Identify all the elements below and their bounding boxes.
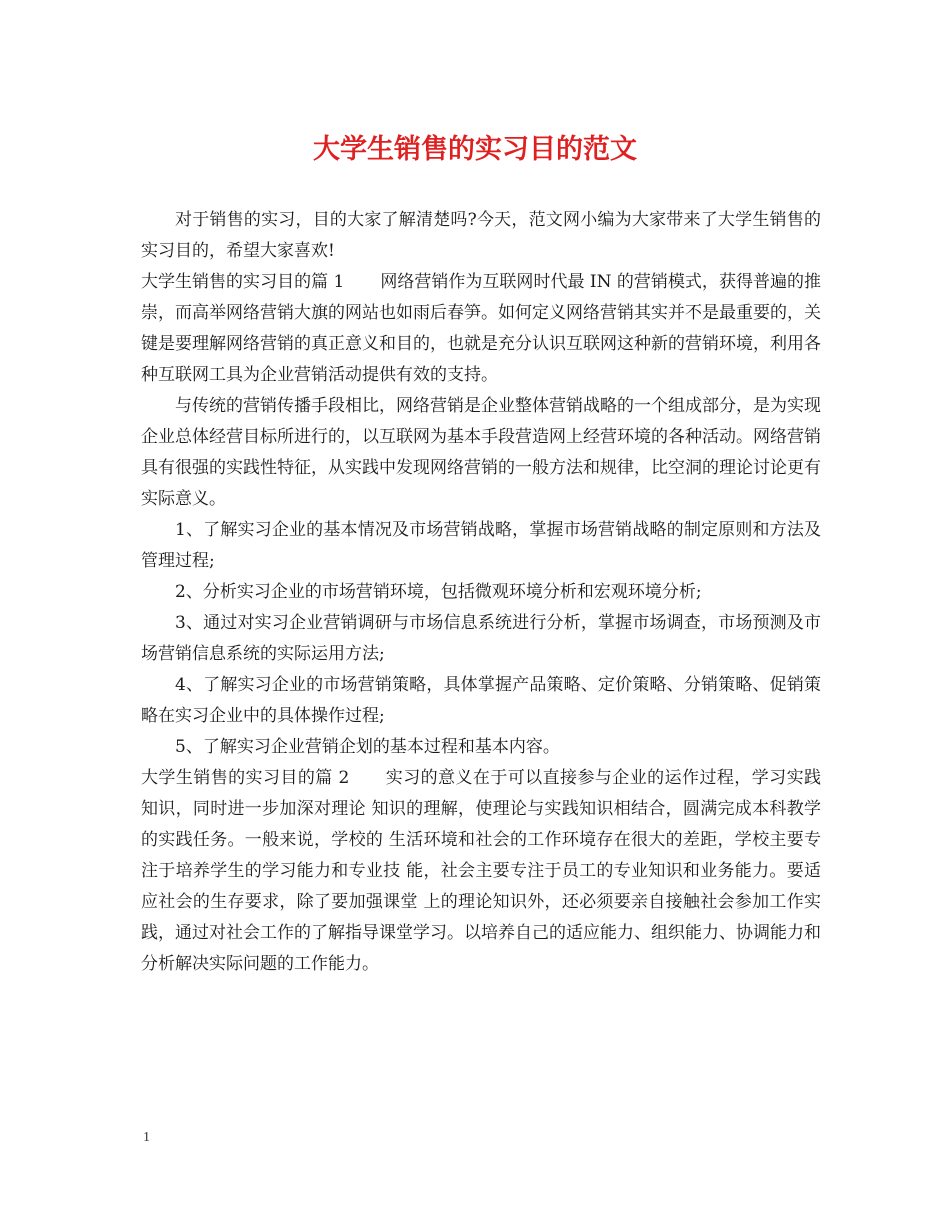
list-item-5: 5、了解实习企业营销企划的基本过程和基本内容。 bbox=[175, 737, 560, 757]
list-item-3: 3、通过对实习企业营销调研与市场信息系统进行分析，掌握市场调查，市场预测及市场营销信息系统的实际运用方法; bbox=[141, 613, 821, 664]
section-1-paragraph bbox=[141, 267, 821, 391]
list-item-4: 4、了解实习企业的市场营销策略，具体掌握产品策略、定价策略、分销策略、促销策略在实习企业中的具体操作过程; bbox=[141, 675, 821, 726]
section-2-paragraph bbox=[141, 763, 821, 980]
section-2-heading: 大学生销售的实习目的篇 2 bbox=[141, 768, 350, 788]
section-1-paragraph-2: 与传统的营销传播手段相比，网络营销是企业整体营销战略的一个组成部分，是为实现企业总体经营目标所进行的，以互联网为基本手段营造网上经营环境的各种活动。网络营销具有很强的实践性特征，从实践中发现网络营销的一般方法和规律，比空洞的理论讨论更有实际意义。 bbox=[141, 396, 821, 509]
page-title: 大学生销售的实习目的范文 bbox=[313, 134, 637, 165]
list-item-2: 2、分析实习企业的市场营销环境，包括微观环境分析和宏观环境分析; bbox=[175, 582, 702, 602]
intro-paragraph: 对于销售的实习，目的大家了解清楚吗?今天，范文网小编为大家带来了大学生销售的实习目的，希望大家喜欢! bbox=[141, 210, 821, 261]
section-2-text: 实习的意义在于可以直接参与企业的运作过程，学习实践知识，同时进一步加深对理论 知识的理解，使理论与实践知识相结合，圆满完成本科教学的实践任务。一般来说，学校的 生活环境和社会的工作环境存在很大的差距，学校主要专注于培养学生的学习能力和专业技 能，社会主要专注于员工的专业知识和业务能力。要适应社会的生存要求，除了要加强课堂 上的理论知识外，还必须要亲自接触社会参加工作实践，通过对社会工作的了解指导课堂学习。以培养自己的适应能力、组织能力、协调能力和分析解决实际问题的工作能力。 bbox=[141, 768, 821, 974]
section-1-text: 网络营销作为互联网时代最 IN 的营销模式，获得普遍的推崇，而高举网络营销大旗的网站也如雨后春笋。如何定义网络营销其实并不是最重要的，关键是要理解网络营销的真正意义和目的，也就是充分认识互联网这种新的营销环境，利用各种互联网工具为企业营销活动提供有效的支持。 bbox=[141, 272, 821, 385]
list-item-1: 1、了解实习企业的基本情况及市场营销战略，掌握市场营销战略的制定原则和方法及管理过程; bbox=[141, 520, 821, 571]
document-body bbox=[141, 205, 821, 980]
section-1-heading: 大学生销售的实习目的篇 1 bbox=[141, 272, 345, 292]
page-number: 1 bbox=[143, 1130, 150, 1145]
